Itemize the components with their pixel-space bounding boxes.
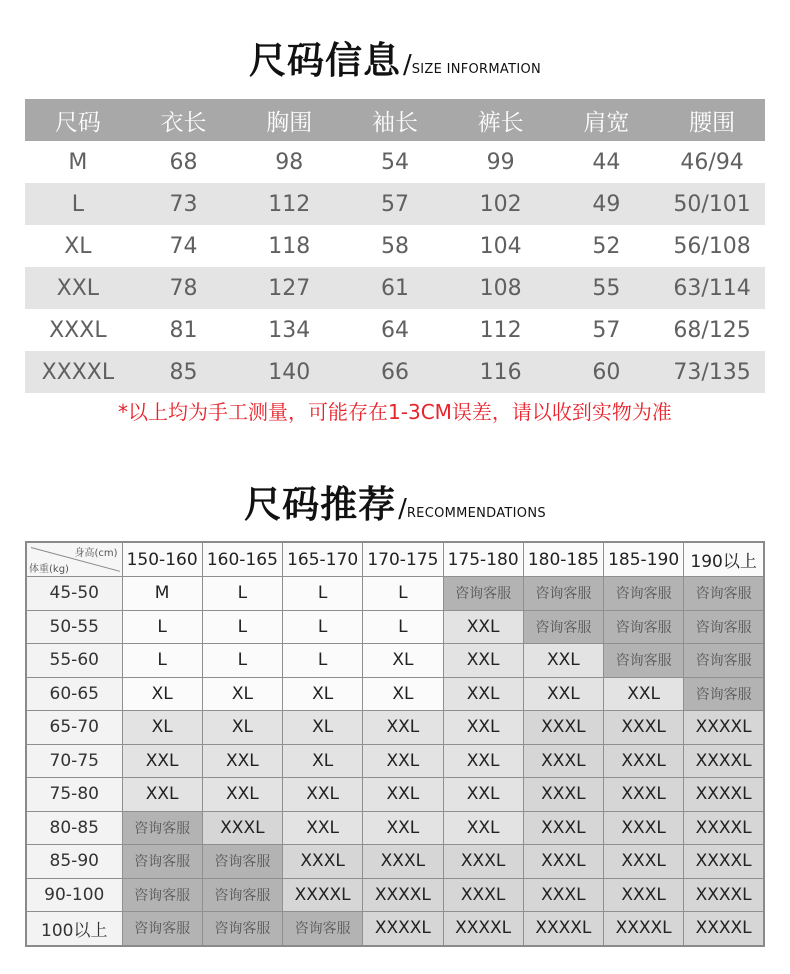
consult-service-cell: 咨询客服 <box>604 577 684 611</box>
consult-service-cell: 咨询客服 <box>523 610 603 644</box>
size-label-cell: L <box>25 183 131 225</box>
recommended-size-cell: XXL <box>363 744 443 778</box>
recommended-size-cell: XL <box>283 677 363 711</box>
recommended-size-cell: L <box>363 610 443 644</box>
measurement-cell: 60 <box>554 351 660 393</box>
measurement-cell: 134 <box>236 309 342 351</box>
weight-row <box>26 644 764 678</box>
recommendations-title-cn: 尺码推荐 <box>244 483 397 526</box>
consult-service-cell: 咨询客服 <box>122 912 202 946</box>
measurement-cell: 57 <box>342 183 448 225</box>
consult-service-cell: 咨询客服 <box>202 878 282 912</box>
size-label-cell: XXXL <box>25 309 131 351</box>
consult-service-cell: 咨询客服 <box>122 845 202 879</box>
consult-service-cell: 咨询客服 <box>443 577 523 611</box>
weight-range-cell: 55-60 <box>26 644 122 678</box>
col-header: 裤长 <box>448 99 554 141</box>
measurement-cell: 98 <box>236 141 342 183</box>
measurement-cell: 73 <box>131 183 237 225</box>
weight-range-cell: 60-65 <box>26 677 122 711</box>
height-range-header: 170-175 <box>363 542 443 577</box>
weight-range-cell: 45-50 <box>26 577 122 611</box>
weight-row <box>26 845 764 879</box>
measurement-cell: 49 <box>554 183 660 225</box>
measurement-cell: 73/135 <box>659 351 765 393</box>
recommended-size-cell: XXXL <box>604 845 684 879</box>
recommended-size-cell: XL <box>363 644 443 678</box>
consult-service-cell: 咨询客服 <box>122 811 202 845</box>
measurement-cell: 66 <box>342 351 448 393</box>
consult-service-cell: 咨询客服 <box>523 577 603 611</box>
measurement-note: *以上均为手工测量，可能存在1-3CM误差，请以收到实物为准 <box>118 400 672 424</box>
recommended-size-cell: L <box>122 644 202 678</box>
recommended-size-cell: XXXL <box>604 878 684 912</box>
size-label-cell: XXXXL <box>25 351 131 393</box>
recommended-size-cell: XXL <box>363 811 443 845</box>
measurement-cell: 50/101 <box>659 183 765 225</box>
recommended-size-cell: XXXXL <box>684 778 764 812</box>
weight-range-cell: 90-100 <box>26 878 122 912</box>
col-header: 袖长 <box>342 99 448 141</box>
recommended-size-cell: L <box>283 644 363 678</box>
recommended-size-cell: L <box>202 610 282 644</box>
size-row <box>25 141 765 183</box>
height-range-header: 160-165 <box>202 542 282 577</box>
consult-service-cell: 咨询客服 <box>283 912 363 946</box>
measurement-cell: 78 <box>131 267 237 309</box>
recommended-size-cell: XXL <box>443 644 523 678</box>
measurement-cell: 64 <box>342 309 448 351</box>
recommended-size-cell: XXL <box>363 778 443 812</box>
weight-axis-label: 体重(kg) <box>29 564 69 575</box>
height-range-header: 175-180 <box>443 542 523 577</box>
weight-range-cell: 65-70 <box>26 711 122 745</box>
measurement-cell: 63/114 <box>659 267 765 309</box>
recommended-size-cell: XXL <box>122 778 202 812</box>
recommended-size-cell: XXXXL <box>684 878 764 912</box>
measurement-cell: 44 <box>554 141 660 183</box>
recommended-size-cell: XXXL <box>363 845 443 879</box>
weight-range-cell: 70-75 <box>26 744 122 778</box>
size-info-title <box>0 30 790 84</box>
weight-range-cell: 85-90 <box>26 845 122 879</box>
consult-service-cell: 咨询客服 <box>684 577 764 611</box>
recommendations-title <box>0 474 790 528</box>
recommended-size-cell: XL <box>202 711 282 745</box>
title-separator: / <box>398 494 407 524</box>
recommended-size-cell: XXXL <box>523 878 603 912</box>
size-info-title-cn: 尺码信息 <box>248 39 401 82</box>
measurement-cell: 112 <box>448 309 554 351</box>
recommended-size-cell: XXXL <box>443 845 523 879</box>
consult-service-cell: 咨询客服 <box>684 644 764 678</box>
size-recommendation-table <box>25 541 765 947</box>
recommended-size-cell: XXXL <box>604 711 684 745</box>
col-header: 肩宽 <box>554 99 660 141</box>
recommended-size-cell: L <box>283 610 363 644</box>
recommendations-title-en: RECOMMENDATIONS <box>406 506 546 521</box>
measurement-cell: 112 <box>236 183 342 225</box>
measurement-cell: 140 <box>236 351 342 393</box>
height-range-header: 150-160 <box>122 542 202 577</box>
recommended-size-cell: XXXL <box>523 845 603 879</box>
recommended-size-cell: XXL <box>443 778 523 812</box>
recommended-size-cell: XXL <box>202 744 282 778</box>
measurement-cell: 61 <box>342 267 448 309</box>
recommended-size-cell: XXL <box>443 811 523 845</box>
weight-row <box>26 610 764 644</box>
height-axis-label: 身高(cm) <box>74 548 118 559</box>
height-range-header: 190以上 <box>684 542 764 577</box>
recommended-size-cell: XXXXL <box>443 912 523 946</box>
height-header-row <box>26 542 764 577</box>
measurement-cell: 99 <box>448 141 554 183</box>
col-header: 尺码 <box>25 99 131 141</box>
recommended-size-cell: XXXXL <box>684 912 764 946</box>
recommended-size-cell: XXXXL <box>283 878 363 912</box>
col-header: 衣长 <box>131 99 237 141</box>
recommended-size-cell: L <box>283 577 363 611</box>
col-header: 腰围 <box>659 99 765 141</box>
recommended-size-cell: XXL <box>363 711 443 745</box>
recommended-size-cell: XXL <box>604 677 684 711</box>
measurement-cell: 58 <box>342 225 448 267</box>
measurement-cell: 56/108 <box>659 225 765 267</box>
col-header: 胸围 <box>236 99 342 141</box>
recommended-size-cell: L <box>363 577 443 611</box>
height-range-header: 165-170 <box>283 542 363 577</box>
consult-service-cell: 咨询客服 <box>202 845 282 879</box>
recommended-size-cell: XXXL <box>523 744 603 778</box>
recommended-size-cell: XXXL <box>604 778 684 812</box>
recommended-size-cell: XXL <box>443 677 523 711</box>
recommended-size-cell: L <box>202 644 282 678</box>
measurement-cell: 81 <box>131 309 237 351</box>
measurement-cell: 118 <box>236 225 342 267</box>
recommended-size-cell: XL <box>283 711 363 745</box>
measurement-cell: 102 <box>448 183 554 225</box>
recommended-size-cell: XXL <box>523 644 603 678</box>
size-row <box>25 351 765 393</box>
size-label-cell: XL <box>25 225 131 267</box>
recommended-size-cell: XL <box>122 677 202 711</box>
recommended-size-cell: XL <box>283 744 363 778</box>
recommended-size-cell: XXXL <box>523 778 603 812</box>
recommended-size-cell: XXXL <box>523 711 603 745</box>
weight-range-cell: 75-80 <box>26 778 122 812</box>
measurement-cell: 108 <box>448 267 554 309</box>
recommended-size-cell: XL <box>363 677 443 711</box>
recommended-size-cell: XXXL <box>604 744 684 778</box>
weight-range-cell: 100以上 <box>26 912 122 946</box>
weight-range-cell: 50-55 <box>26 610 122 644</box>
size-row <box>25 183 765 225</box>
consult-service-cell: 咨询客服 <box>122 878 202 912</box>
measurement-cell: 68/125 <box>659 309 765 351</box>
recommended-size-cell: XXL <box>523 677 603 711</box>
measurement-cell: 74 <box>131 225 237 267</box>
title-separator: / <box>402 50 412 80</box>
weight-row <box>26 677 764 711</box>
consult-service-cell: 咨询客服 <box>604 644 684 678</box>
measurement-cell: 57 <box>554 309 660 351</box>
weight-row <box>26 577 764 611</box>
measurement-cell: 104 <box>448 225 554 267</box>
recommended-size-cell: XXXXL <box>523 912 603 946</box>
recommended-size-cell: XXXL <box>443 878 523 912</box>
weight-row <box>26 744 764 778</box>
recommended-size-cell: XXXXL <box>684 744 764 778</box>
weight-row <box>26 912 764 946</box>
recommended-size-cell: XXXL <box>523 811 603 845</box>
size-label-cell: M <box>25 141 131 183</box>
measurement-cell: 85 <box>131 351 237 393</box>
measurement-cell: 55 <box>554 267 660 309</box>
measurement-cell: 46/94 <box>659 141 765 183</box>
recommended-size-cell: XXXXL <box>684 711 764 745</box>
recommended-size-cell: XXXXL <box>684 811 764 845</box>
recommended-size-cell: XXL <box>443 711 523 745</box>
measurement-cell: 68 <box>131 141 237 183</box>
recommended-size-cell: XXL <box>202 778 282 812</box>
recommended-size-cell: XXL <box>122 744 202 778</box>
weight-row <box>26 878 764 912</box>
weight-range-cell: 80-85 <box>26 811 122 845</box>
recommended-size-cell: XXL <box>443 744 523 778</box>
recommended-size-cell: XXXXL <box>363 878 443 912</box>
weight-row <box>26 811 764 845</box>
recommended-size-cell: XXXXL <box>684 845 764 879</box>
measurement-cell: 116 <box>448 351 554 393</box>
size-info-table <box>25 99 765 393</box>
recommended-size-cell: XXXXL <box>363 912 443 946</box>
size-info-title-en: SIZE INFORMATION <box>411 62 542 77</box>
size-label-cell: XXL <box>25 267 131 309</box>
recommended-size-cell: M <box>122 577 202 611</box>
corner-header-cell <box>26 542 122 577</box>
recommended-size-cell: XXXXL <box>604 912 684 946</box>
height-range-header: 180-185 <box>523 542 603 577</box>
consult-service-cell: 咨询客服 <box>604 610 684 644</box>
recommended-size-cell: XXL <box>283 811 363 845</box>
recommended-size-cell: L <box>202 577 282 611</box>
recommended-size-cell: XXL <box>283 778 363 812</box>
size-table-header-row <box>25 99 765 141</box>
consult-service-cell: 咨询客服 <box>684 610 764 644</box>
weight-row <box>26 711 764 745</box>
height-range-header: 185-190 <box>604 542 684 577</box>
recommended-size-cell: L <box>122 610 202 644</box>
measurement-cell: 52 <box>554 225 660 267</box>
consult-service-cell: 咨询客服 <box>202 912 282 946</box>
recommended-size-cell: XL <box>202 677 282 711</box>
recommended-size-cell: XXXL <box>202 811 282 845</box>
recommended-size-cell: XL <box>122 711 202 745</box>
consult-service-cell: 咨询客服 <box>684 677 764 711</box>
recommended-size-cell: XXXL <box>604 811 684 845</box>
size-row <box>25 267 765 309</box>
recommended-size-cell: XXXL <box>283 845 363 879</box>
size-row <box>25 225 765 267</box>
size-row <box>25 309 765 351</box>
measurement-cell: 54 <box>342 141 448 183</box>
recommended-size-cell: XXL <box>443 610 523 644</box>
measurement-cell: 127 <box>236 267 342 309</box>
weight-row <box>26 778 764 812</box>
